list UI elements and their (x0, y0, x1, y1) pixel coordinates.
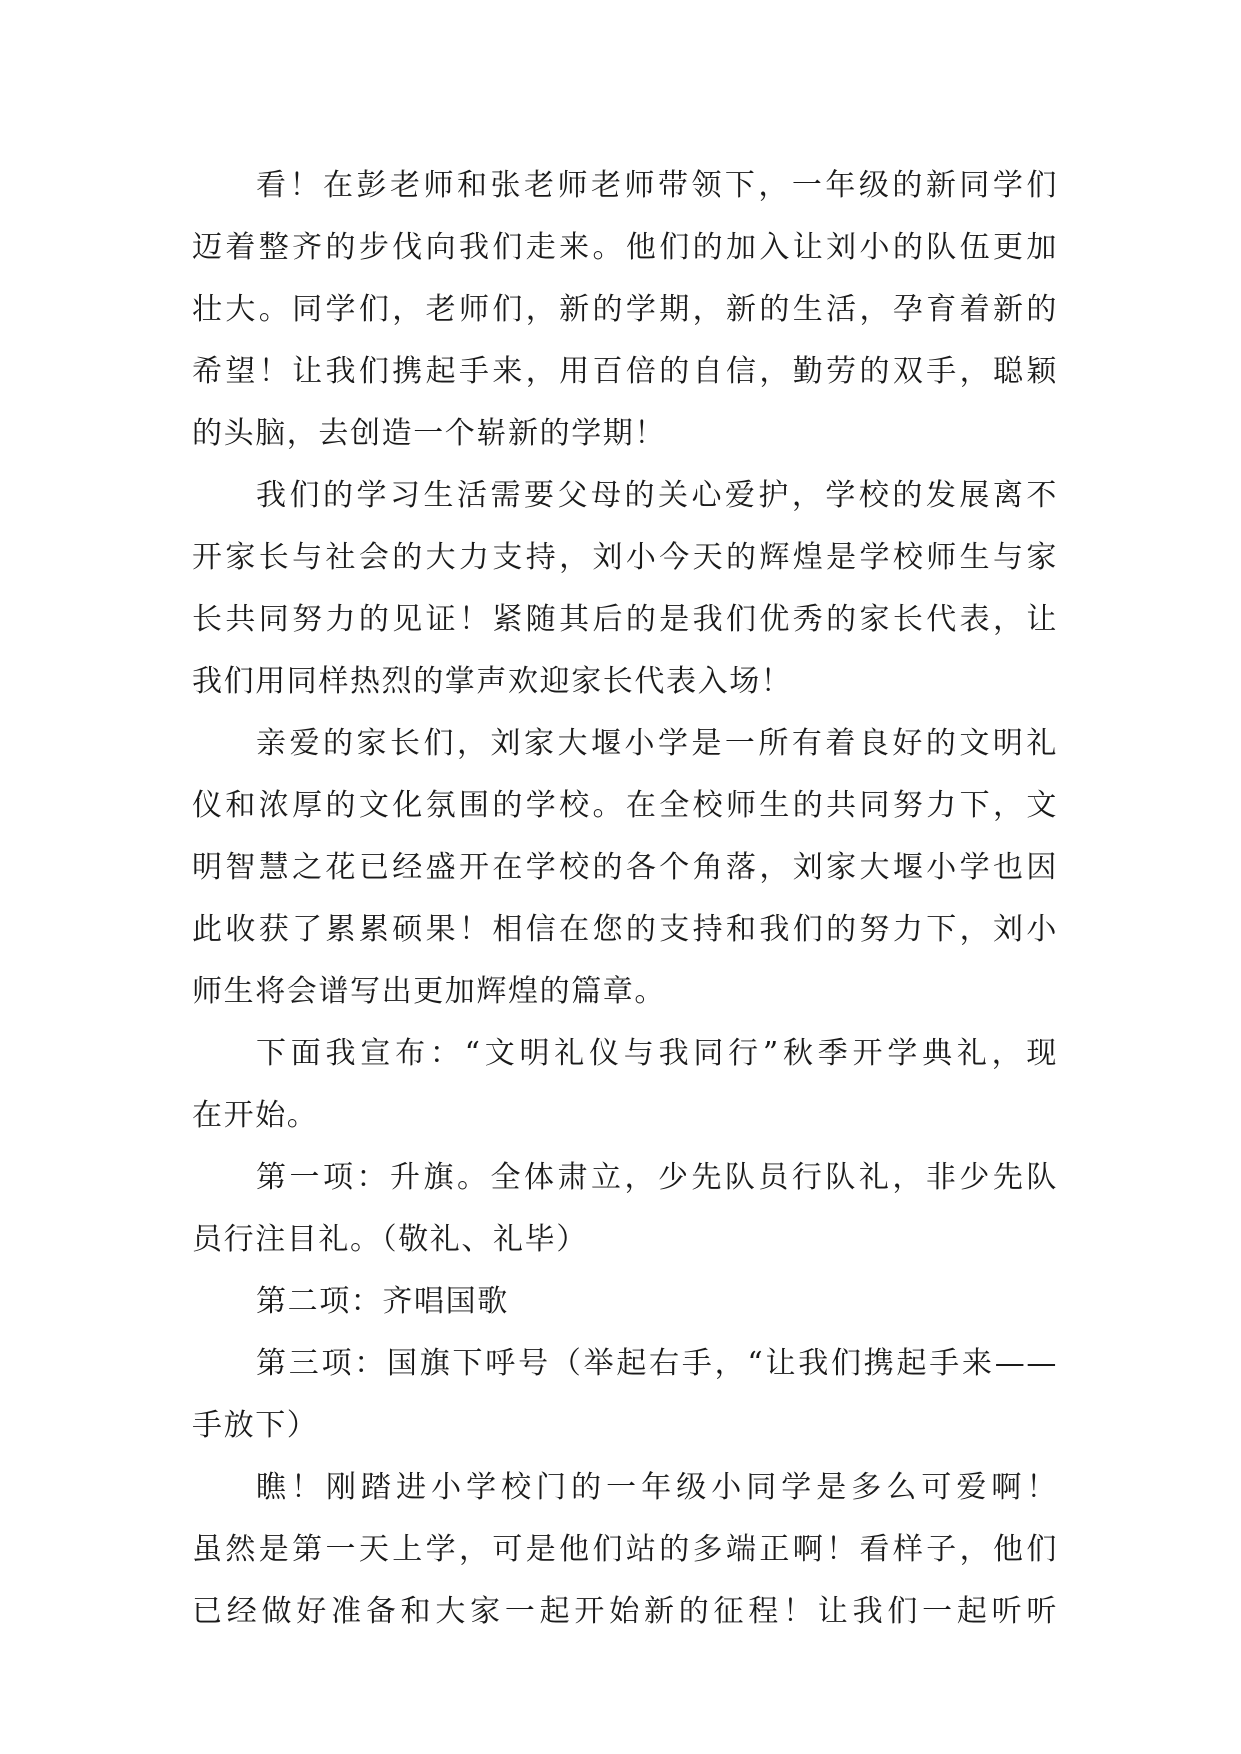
text-line: 已经做好准备和大家一起开始新的征程！让我们一起听听 (192, 1594, 1058, 1629)
text-line: 员行注目礼。（敬礼、礼毕） (192, 1222, 588, 1257)
paragraph (192, 1023, 1058, 1147)
paragraph (192, 155, 1058, 465)
text-line: 开家长与社会的大力支持，刘小今天的辉煌是学校师生与家 (192, 540, 1058, 575)
text-line: 虽然是第一天上学，可是他们站的多端正啊！看样子，他们 (192, 1532, 1058, 1567)
paragraph (192, 1333, 1058, 1457)
text-line: 仪和浓厚的文化氛围的学校。在全校师生的共同努力下，文 (192, 788, 1058, 823)
text-line: 下面我宣布：“文明礼仪与我同行”秋季开学典礼，现 (256, 1036, 1058, 1071)
document-body (192, 155, 1058, 1643)
paragraph (192, 713, 1058, 1023)
text-line: 我们用同样热烈的掌声欢迎家长代表入场！ (192, 664, 793, 699)
text-line: 此收获了累累硕果！相信在您的支持和我们的努力下，刘小 (192, 912, 1058, 947)
paragraph (192, 1271, 1058, 1333)
text-line: 亲爱的家长们，刘家大堰小学是一所有着良好的文明礼 (256, 726, 1058, 761)
text-line: 明智慧之花已经盛开在学校的各个角落，刘家大堰小学也因 (192, 850, 1058, 885)
paragraph (192, 1147, 1058, 1271)
text-line: 的头脑，去创造一个崭新的学期！ (192, 416, 666, 451)
text-line: 师生将会谱写出更加辉煌的篇章。 (192, 974, 666, 1009)
text-line: 手放下） (192, 1408, 319, 1443)
text-line: 看！在彭老师和张老师老师带领下，一年级的新同学们 (256, 168, 1058, 203)
text-line: 我们的学习生活需要父母的关心爱护，学校的发展离不 (256, 478, 1058, 513)
text-line: 希望！让我们携起手来，用百倍的自信，勤劳的双手，聪颖 (192, 354, 1058, 389)
paragraph (192, 1457, 1058, 1643)
text-line: 第三项：国旗下呼号（举起右手，“让我们携起手来—— (256, 1346, 1058, 1381)
text-line: 瞧！刚踏进小学校门的一年级小同学是多么可爱啊！ (256, 1470, 1058, 1505)
text-line: 第二项：齐唱国歌 (256, 1284, 509, 1319)
paragraph (192, 465, 1058, 713)
text-line: 壮大。同学们，老师们，新的学期，新的生活，孕育着新的 (192, 292, 1058, 327)
text-line: 迈着整齐的步伐向我们走来。他们的加入让刘小的队伍更加 (192, 230, 1058, 265)
text-line: 第一项：升旗。全体肃立，少先队员行队礼，非少先队 (256, 1160, 1058, 1195)
text-line: 长共同努力的见证！紧随其后的是我们优秀的家长代表，让 (192, 602, 1058, 637)
text-line: 在开始。 (192, 1098, 319, 1133)
